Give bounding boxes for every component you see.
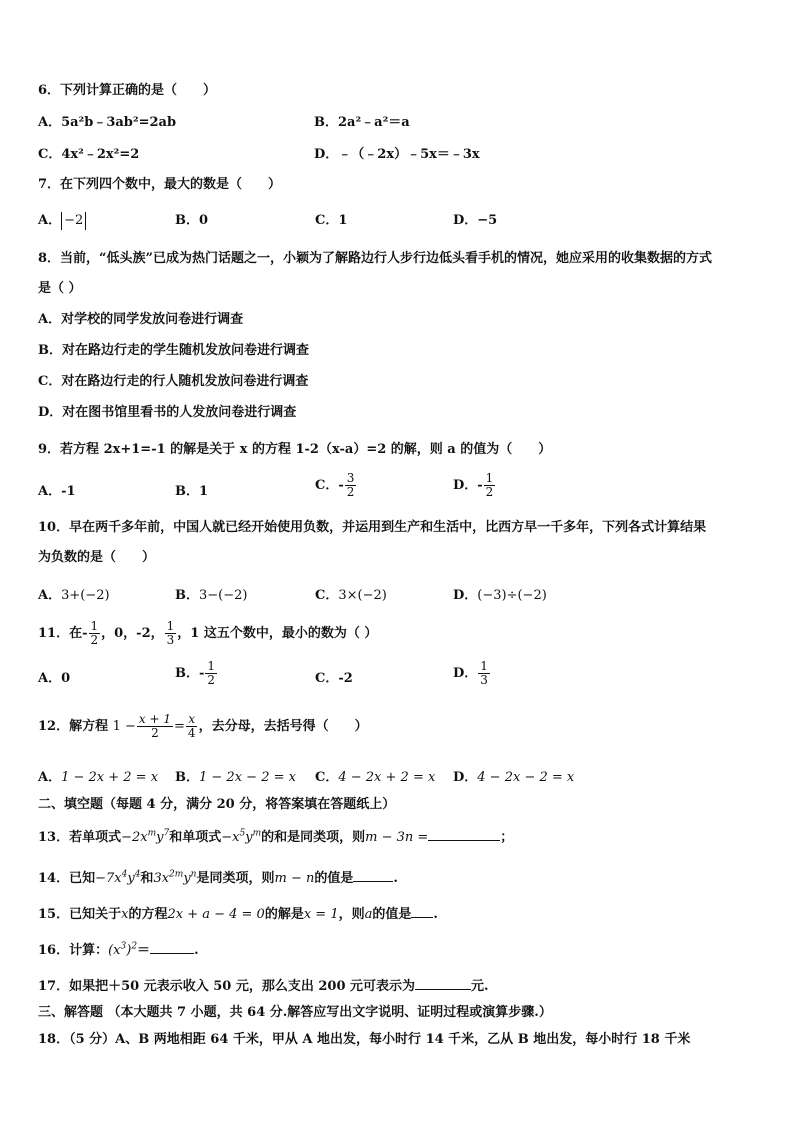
q12-option-d <box>453 769 574 787</box>
stem-text: ； <box>500 830 514 845</box>
exponent: m <box>147 828 157 839</box>
monomial: y <box>245 830 253 845</box>
fraction-denominator: 2 <box>151 726 159 740</box>
q13-stem <box>38 828 513 847</box>
q7-option-a-label: A． <box>38 213 62 228</box>
stem-text: 和单项式 <box>169 830 222 845</box>
stem-text: 13．若单项式 <box>38 830 122 845</box>
q10-option-b <box>175 587 247 605</box>
q9-option-c-label: C．- <box>315 478 344 493</box>
answer-blank[interactable] <box>353 869 393 882</box>
exponent: 2 <box>131 941 138 952</box>
q7-option-a-abs: −2 <box>61 212 86 230</box>
option-expression: 3×(−2) <box>338 588 387 603</box>
stem-text: 17．如果把＋50 元表示收入 50 元，那么支出 200 元可表示为 <box>38 979 416 994</box>
exponent: m <box>252 828 262 839</box>
q11-stem <box>38 620 377 647</box>
answer-blank[interactable] <box>415 977 471 990</box>
q8-stem-line1: 8．当前，“低头族”已成为热门话题之一，小颖为了解路边行人步行边低头看手机的情况，她应采用的收集数据的方式 <box>38 251 713 266</box>
stem-text: . <box>433 907 438 922</box>
option-label: D． <box>453 666 478 681</box>
stem-text: 的解是 <box>264 907 304 922</box>
q18-stem: 18．（5 分）A、B 两地相距 64 千米，甲从 A 地出发，每小时行 14 千米，乙从 B 地出发，每小时行 18 千米 <box>38 1032 691 1047</box>
variable: a <box>364 907 373 922</box>
q12-fraction-2 <box>186 713 198 740</box>
stem-text: 11．在- <box>38 626 88 641</box>
stem-text: . <box>194 943 199 958</box>
option-label: A． <box>38 770 62 785</box>
option-label: B． <box>175 770 199 785</box>
option-expression: 4 − 2x − 2 = x <box>477 770 575 785</box>
fraction-numerator: 1 <box>485 471 494 485</box>
monomial: 3x <box>153 871 170 886</box>
q8-option-c: C．对在路边行走的行人随机发放问卷进行调查 <box>38 374 309 389</box>
q10-stem-line2: 为负数的是（ ） <box>38 550 156 565</box>
stem-text: 12．解方程 <box>38 719 109 734</box>
q10-option-d <box>453 587 547 605</box>
equation: 2x + a − 4 = 0 <box>167 907 265 922</box>
equals-sign: = <box>174 719 185 734</box>
q6-option-c: C．4x²﹣2x²=2 <box>38 147 140 162</box>
q8-option-a: A．对学校的同学发放问卷进行调查 <box>38 312 244 327</box>
q14-stem <box>38 869 398 888</box>
fraction-numerator: x + 1 <box>138 712 172 726</box>
monomial: y <box>156 830 164 845</box>
q11-option-b <box>175 660 218 687</box>
q6-option-b: B．2a²﹣a²＝a <box>314 115 410 130</box>
exponent: 2m <box>169 869 184 880</box>
monomial: −2x <box>121 830 148 845</box>
option-expression: 4 − 2x + 2 = x <box>338 770 436 785</box>
stem-text: . <box>393 871 398 886</box>
q15-stem <box>38 905 438 924</box>
option-label: C． <box>315 770 339 785</box>
stem-text: 的方程 <box>128 907 168 922</box>
q9-option-c-fraction <box>345 472 357 499</box>
fraction-numerator: 3 <box>346 471 355 485</box>
monomial: −7x <box>95 871 122 886</box>
q12-option-a <box>38 769 158 787</box>
expression: m − 3n = <box>365 830 429 845</box>
answer-blank[interactable] <box>411 905 433 918</box>
q10-option-a <box>38 587 110 605</box>
monomial: y <box>183 871 191 886</box>
answer-blank[interactable] <box>428 828 500 841</box>
stem-text: 的值是 <box>372 907 412 922</box>
monomial: −x <box>221 830 240 845</box>
option-expression: (−3)÷(−2) <box>477 588 547 603</box>
solution: x = 1 <box>303 907 339 922</box>
section-2-heading: 二、填空题（每题 4 分，满分 20 分，将答案填在答题纸上） <box>38 797 396 812</box>
option-expression: 1 − 2x − 2 = x <box>199 770 296 785</box>
option-label: D． <box>453 770 478 785</box>
q9-option-d-fraction <box>484 472 496 499</box>
q7-option-b: B．0 <box>175 213 209 228</box>
option-label: C． <box>315 588 339 603</box>
fraction-denominator: 4 <box>187 726 196 740</box>
q8-option-d: D．对在图书馆里看书的人发放问卷进行调查 <box>38 405 297 420</box>
stem-text: 的值是 <box>314 871 354 886</box>
fraction-numerator: 1 <box>166 619 175 633</box>
q9-option-c <box>315 472 357 499</box>
stem-text: ，1 这五个数中，最小的数为（ ） <box>177 626 378 641</box>
q7-option-d: D．−5 <box>453 213 498 228</box>
q8-stem-line2: 是（ ） <box>38 281 82 296</box>
q11-option-d-fraction <box>478 660 490 687</box>
expression: (x <box>108 943 121 958</box>
q7-stem: 7．在下列四个数中，最大的数是（ ） <box>38 177 282 192</box>
q11-fraction-1 <box>89 620 101 647</box>
exponent: 4 <box>134 869 141 880</box>
fraction-denominator: 2 <box>346 485 355 499</box>
q12-option-c <box>315 769 435 787</box>
q7-option-a <box>38 212 86 230</box>
q10-stem-line1: 10．早在两千多年前，中国人就已经开始使用负数，并运用到生产和生活中，比西方早一千多年，下列各式计算结果 <box>38 520 707 535</box>
stem-text: 14．已知 <box>38 871 96 886</box>
fraction-numerator: 1 <box>480 659 488 673</box>
q8-option-b: B．对在路边行走的学生随机发放问卷进行调查 <box>38 343 309 358</box>
q11-fraction-2 <box>165 620 177 647</box>
expression: m − n <box>274 871 315 886</box>
option-expression: 3−(−2) <box>199 588 248 603</box>
option-label: A． <box>38 588 62 603</box>
stem-text: ，0，-2， <box>101 626 164 641</box>
exponent: 7 <box>163 828 170 839</box>
q6-stem: 6．下列计算正确的是（ ） <box>38 83 217 98</box>
exponent: 5 <box>239 828 246 839</box>
q11-option-a: A．0 <box>38 671 71 686</box>
stem-text: 15．已知关于 <box>38 907 122 922</box>
option-label: B．- <box>175 666 205 681</box>
q12-stem <box>38 713 368 740</box>
q9-option-a: A．-1 <box>38 484 76 499</box>
stem-text: 是同类项，则 <box>196 871 275 886</box>
q11-option-d <box>453 660 491 687</box>
fraction-numerator: 1 <box>207 659 216 673</box>
q9-stem: 9．若方程 2x+1=-1 的解是关于 x 的方程 1-2（x-a）=2 的解，则 a 的值为（ ） <box>38 442 552 457</box>
fraction-numerator: 1 <box>90 619 99 633</box>
q6-option-d: D．﹣（﹣2x）﹣5x＝﹣3x <box>314 147 480 162</box>
equation-lhs: 1 − <box>112 719 136 734</box>
stem-text: 16．计算： <box>38 943 109 958</box>
option-label: B． <box>175 588 199 603</box>
fraction-denominator: 2 <box>90 633 99 647</box>
option-expression: 1 − 2x + 2 = x <box>61 770 159 785</box>
option-label: D． <box>453 588 478 603</box>
monomial: y <box>127 871 135 886</box>
exponent: 3 <box>120 941 127 952</box>
q12-option-b <box>175 769 296 787</box>
q16-stem <box>38 941 199 960</box>
q7-option-c: C．1 <box>315 213 348 228</box>
exponent: 4 <box>121 869 128 880</box>
exponent: n <box>190 869 197 880</box>
fraction-denominator: 3 <box>166 633 175 647</box>
stem-text: 元. <box>471 979 489 994</box>
q9-option-b: B．1 <box>175 484 209 499</box>
q6-option-a: A．5a²b﹣3ab²=2ab <box>38 115 177 130</box>
q9-option-d <box>453 472 496 499</box>
answer-blank[interactable] <box>150 941 194 954</box>
q17-stem <box>38 977 489 996</box>
fraction-denominator: 2 <box>485 485 494 499</box>
q11-option-c: C．-2 <box>315 671 353 686</box>
option-expression: 3+(−2) <box>61 588 110 603</box>
stem-text: 和 <box>140 871 154 886</box>
stem-text: 的和是同类项，则 <box>261 830 366 845</box>
stem-text: ，去分母，去括号得（ ） <box>198 719 368 734</box>
q11-option-b-fraction <box>205 660 217 687</box>
q12-fraction-1 <box>137 713 173 740</box>
fraction-denominator: 2 <box>207 673 216 687</box>
fraction-numerator: x <box>188 712 196 726</box>
section-3-heading: 三、解答题 （本大题共 7 小题，共 64 分.解答应写出文字说明、证明过程或演算步骤.） <box>38 1005 552 1020</box>
variable: x <box>121 907 129 922</box>
stem-text: ，则 <box>338 907 365 922</box>
q10-option-c <box>315 587 387 605</box>
q9-option-d-label: D．- <box>453 478 483 493</box>
expression: ) <box>126 943 132 958</box>
stem-text: ＝ <box>137 943 151 958</box>
fraction-denominator: 3 <box>480 673 488 687</box>
